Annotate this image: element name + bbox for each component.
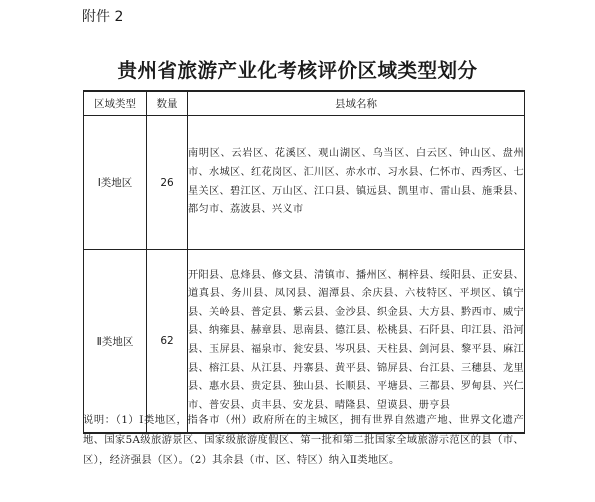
region-classification-table xyxy=(83,90,525,434)
table-header-row xyxy=(84,91,525,116)
table-row xyxy=(84,116,525,250)
region-type-cell: Ⅱ类地区 xyxy=(84,250,147,434)
explanatory-note: 说明：（1）Ⅰ类地区，指各市（州）政府所在的主城区，拥有世界自然遗产地、世界文化遗产地、国家5A级旅游景区、国家级旅游度假区、第一批和第二批国家全域旅游示范区的县（市、区），经济强县（区）。（2）其余县（市、区、特区）纳入Ⅱ类地区。 xyxy=(83,414,524,466)
county-names-cell: 南明区、云岩区、花溪区、观山湖区、乌当区、白云区、钟山区、盘州市、水城区、红花岗区、汇川区、赤水市、习水县、仁怀市、西秀区、七星关区、碧江区、万山区、江口县、镇远县、凯里市、雷山县、施秉县、都匀市、荔波县、兴义市 xyxy=(188,116,525,250)
column-header-count: 数量 xyxy=(147,91,188,116)
attachment-label: 附件 2 xyxy=(82,9,124,25)
region-type-cell: Ⅰ类地区 xyxy=(84,116,147,250)
county-names-cell: 开阳县、息烽县、修文县、清镇市、播州区、桐梓县、绥阳县、正安县、道真县、务川县、凤冈县、湄潭县、余庆县、六枝特区、平坝区、镇宁县、关岭县、普定县、紫云县、金沙县、织金县、大方县、黔西市、威宁县、纳雍县、赫章县、思南县、德江县、松桃县、石阡县、印江县、沿河县、玉屏县、福泉市、瓮安县、岑巩县、天柱县、剑河县、黎平县、麻江县、榕江县、从江县、丹寨县、黄平县、锦屏县、台江县、三穗县、龙里县、惠水县、贵定县、独山县、长顺县、平塘县、三都县、罗甸县、兴仁市、普安县、贞丰县、安龙县、晴隆县、望谟县、册亨县 xyxy=(188,250,525,434)
count-cell: 62 xyxy=(147,250,188,434)
column-header-county-names: 县域名称 xyxy=(188,91,525,116)
column-header-region-type: 区域类型 xyxy=(84,91,147,116)
table-row xyxy=(84,250,525,434)
count-cell: 26 xyxy=(147,116,188,250)
document-title: 贵州省旅游产业化考核评价区域类型划分 xyxy=(117,59,478,82)
